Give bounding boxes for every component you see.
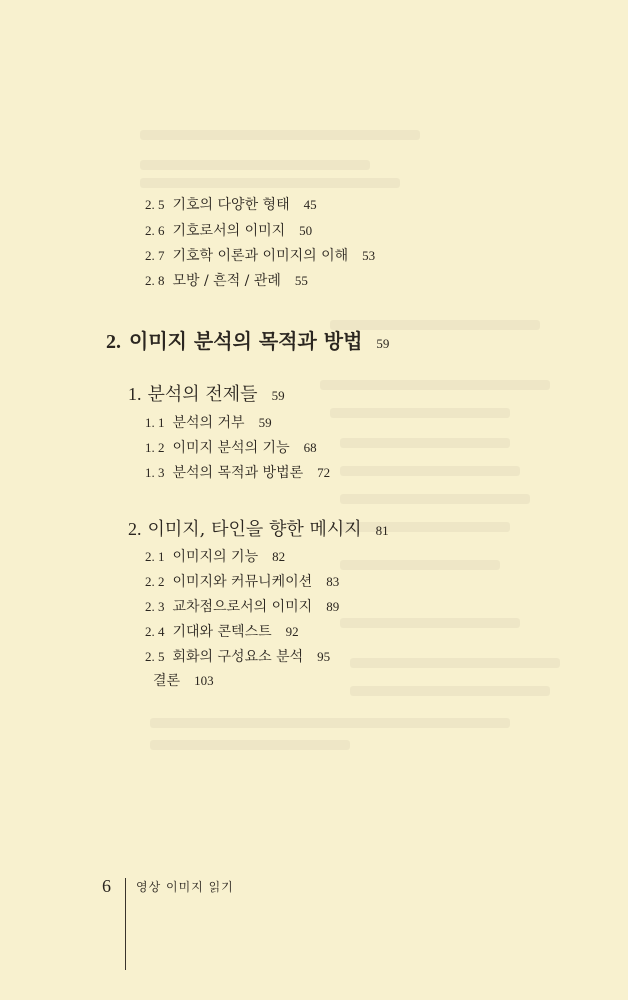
section-title: 분석의 전제들: [147, 384, 258, 405]
page-number: 59: [271, 388, 285, 403]
section-number: 2. 5: [145, 197, 165, 212]
section-number: 2. 4: [145, 624, 165, 639]
section-number: 1. 3: [145, 465, 165, 480]
toc-section-2-message[interactable]: [128, 515, 389, 541]
entry-title: 분석의 목적과 방법론: [172, 465, 304, 481]
entry-title: 분석의 거부: [172, 415, 245, 431]
section-number: 2. 5: [145, 649, 165, 664]
page-number: 103: [194, 673, 214, 688]
entry-title: 기호학 이론과 이미지의 이해: [172, 248, 349, 264]
section-number: 1.: [128, 384, 142, 404]
section-number: 2.: [128, 519, 142, 539]
entry-title: 이미지 분석의 기능: [172, 440, 290, 456]
page-number: 81: [375, 523, 389, 538]
toc-entry-conclusion[interactable]: [145, 670, 214, 690]
chapter-title: 이미지 분석의 목적과 방법: [129, 329, 363, 353]
page-number: 45: [303, 197, 317, 212]
footer-page-number: 6: [102, 876, 111, 896]
entry-title: 기호로서의 이미지: [172, 223, 286, 239]
section-number: 1. 2: [145, 440, 165, 455]
toc-entry-2-3-intersection[interactable]: [145, 596, 339, 616]
entry-title: 이미지와 커뮤니케이션: [172, 574, 313, 590]
toc-entry-2-5-sign-forms[interactable]: [145, 194, 317, 214]
toc-entry-2-4-context[interactable]: [145, 621, 299, 641]
toc-entry-2-6-image-as-sign[interactable]: [145, 220, 312, 240]
toc-entry-2-2-communication[interactable]: [145, 571, 339, 591]
footer-book-title: 영상 이미지 읽기: [136, 880, 234, 894]
entry-title: 기대와 콘텍스트: [172, 624, 272, 640]
toc-entry-2-5-painting[interactable]: [145, 646, 330, 666]
toc-entry-1-2-function[interactable]: [145, 437, 317, 457]
entry-title: 교차점으로서의 이미지: [172, 599, 313, 615]
page-number: 68: [303, 440, 317, 455]
section-number: 2. 8: [145, 273, 165, 288]
page-number: 83: [326, 574, 340, 589]
toc-section-1-premises[interactable]: [128, 380, 285, 406]
entry-title: 기호의 다양한 형태: [172, 197, 290, 213]
page-number: 72: [317, 465, 331, 480]
toc-entry-2-7-semiotics[interactable]: [145, 245, 375, 265]
page-number: 59: [376, 336, 390, 351]
toc-chapter-2[interactable]: [106, 325, 389, 354]
section-number: 1. 1: [145, 415, 165, 430]
chapter-number: 2.: [106, 331, 121, 353]
page-number: 50: [299, 223, 313, 238]
page-number: 53: [362, 248, 376, 263]
entry-title: 결론: [153, 673, 181, 689]
section-title: 이미지, 타인을 향한 메시지: [147, 519, 362, 540]
toc-entry-2-8-imitation[interactable]: [145, 270, 308, 290]
section-number: 2. 2: [145, 574, 165, 589]
footer-divider: [125, 878, 126, 970]
page-number: 59: [258, 415, 272, 430]
section-number: 2. 6: [145, 223, 165, 238]
page-number: 89: [326, 599, 340, 614]
toc-entry-1-1-refusal[interactable]: [145, 412, 272, 432]
entry-title: 회화의 구성요소 분석: [172, 649, 304, 665]
section-number: 2. 1: [145, 549, 165, 564]
section-number: 2. 3: [145, 599, 165, 614]
page-number: 55: [294, 273, 308, 288]
page-number: 92: [285, 624, 299, 639]
toc-entry-1-3-methodology[interactable]: [145, 462, 330, 482]
section-number: 2. 7: [145, 248, 165, 263]
entry-title: 모방 / 흔적 / 관례: [172, 273, 281, 289]
page-number: 82: [272, 549, 286, 564]
entry-title: 이미지의 기능: [172, 549, 259, 565]
toc-entry-2-1-function[interactable]: [145, 546, 285, 566]
page-number: 95: [317, 649, 331, 664]
